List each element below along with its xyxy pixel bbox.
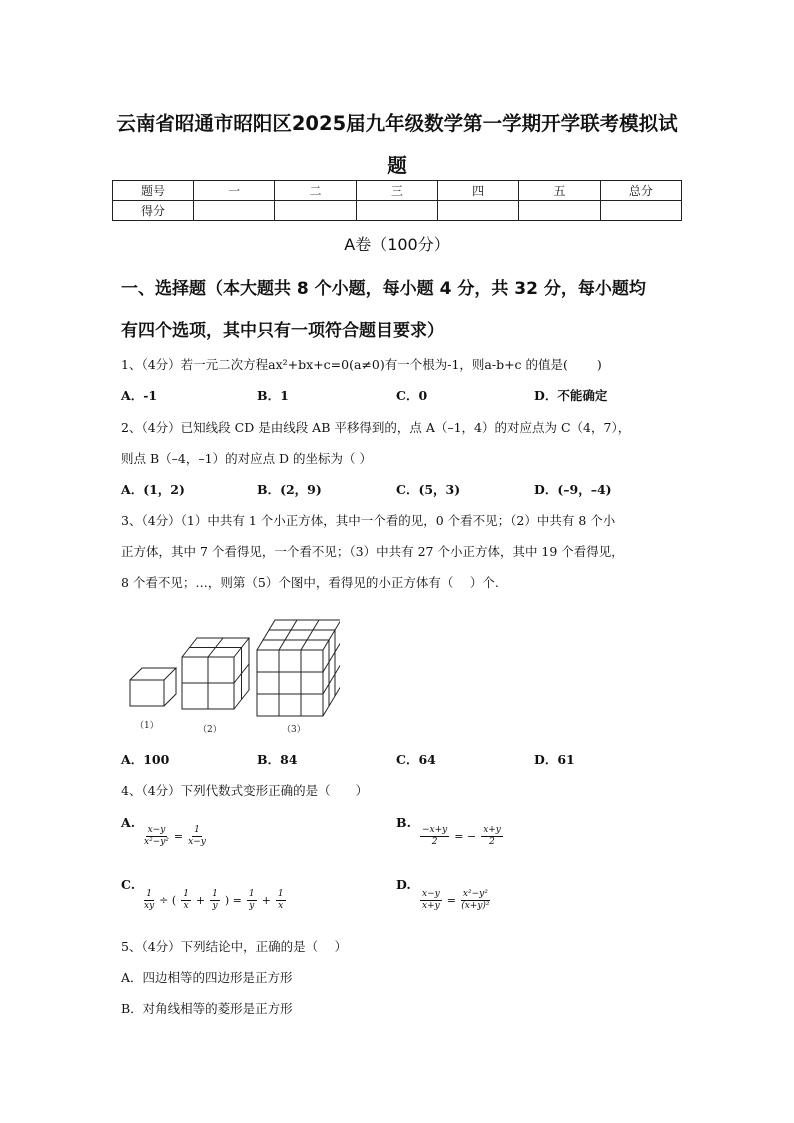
score-cell	[519, 201, 600, 221]
question-1-option-b: B．1	[257, 388, 289, 403]
question-5-option-a: A．四边相等的四边形是正方形	[121, 970, 293, 985]
question-5-option-b: B．对角线相等的菱形是正方形	[121, 1001, 293, 1016]
question-4-option-a-label: A.	[121, 815, 136, 830]
question-4-option-c-expression	[143, 889, 287, 912]
question-2-option-b: B．(2，9)	[257, 482, 322, 497]
fraction-numerator: x−y	[147, 825, 166, 835]
fraction-numerator: 1	[146, 889, 152, 899]
fraction-denominator: xy	[144, 901, 155, 911]
question-2-option-d: D．(–9，–4)	[534, 482, 612, 497]
score-cell	[437, 201, 518, 221]
question-4-option-b-expression	[419, 825, 504, 848]
score-cell: 四	[437, 181, 518, 201]
cube-figure-1	[130, 668, 176, 706]
fraction-numerator: 1	[248, 889, 255, 899]
fraction-numerator: x+y	[483, 825, 501, 835]
fraction-denominator: 2	[431, 837, 438, 847]
question-3-text: 3、（4分）（1）中共有 1 个小正方体，其中一个看的见，0 个看不见；（2）中共有 8 个小	[121, 513, 616, 528]
question-3-text-continued: 正方体，其中 7 个看得见，一个看不见；（3）中共有 27 个小正方体，其中 19 个看得见，	[121, 544, 624, 559]
operator: +	[261, 894, 271, 907]
fraction-denominator: x²−y²	[144, 837, 169, 847]
question-4-option-d-label: D.	[396, 877, 411, 892]
score-cell: 五	[519, 181, 600, 201]
question-1-option-d: D．不能确定	[534, 388, 608, 403]
section-heading: 一、选择题（本大题共 8 个小题，每小题 4 分，共 32 分，每小题均	[121, 279, 646, 299]
question-2-text-continued: 则点 B（–4，–1）的对应点 D 的坐标为（ ）	[121, 451, 373, 466]
operator: +	[195, 894, 206, 907]
section-heading-continued: 有四个选项，其中只有一项符合题目要求）	[121, 321, 444, 341]
fraction-numerator: 1	[212, 889, 218, 899]
fraction-denominator: x+y	[422, 901, 440, 911]
page-title-continued: 题	[387, 154, 407, 177]
score-cell	[194, 201, 275, 221]
question-1-text: 1、（4分）若一元二次方程ax²+bx+c=0(a≠0)有一个根为-1，则a-b+c 的值是( )	[121, 357, 602, 372]
score-cell: 一	[194, 181, 275, 201]
volume-title: A卷（100分）	[344, 235, 450, 254]
score-cell	[356, 201, 437, 221]
question-3-option-c: C．64	[396, 752, 436, 767]
score-table	[112, 180, 682, 221]
page-title: 云南省昭通市昭阳区2025届九年级数学第一学期开学联考模拟试	[116, 112, 678, 135]
fraction-denominator: 2	[489, 837, 495, 847]
score-cell	[600, 201, 681, 221]
fraction-numerator: 1	[277, 889, 284, 899]
question-2-option-a: A．(1，2)	[121, 482, 185, 497]
question-4-option-c-label: C.	[121, 877, 136, 892]
question-2-option-c: C．(5，3)	[396, 482, 461, 497]
score-table-score-row	[113, 201, 682, 221]
question-4-option-a-expression	[143, 825, 207, 848]
question-3-option-a: A．100	[121, 752, 170, 767]
score-cell	[275, 201, 356, 221]
cube-figure-2	[182, 638, 249, 709]
question-5-text: 5、（4分）下列结论中，正确的是（ ）	[121, 939, 348, 954]
question-4-option-b-label: B.	[396, 815, 411, 830]
fraction-numerator: x²−y²	[462, 889, 488, 899]
question-3-option-d: D．61	[534, 752, 575, 767]
fraction-denominator: (x+y)²	[461, 901, 490, 911]
figure-caption-2: （2）	[198, 725, 222, 735]
score-cell: 题号	[113, 181, 194, 201]
cube-figure-3	[257, 620, 340, 716]
fraction-numerator: 1	[194, 825, 200, 835]
question-4-option-d-expression	[419, 889, 491, 912]
question-1-option-c: C．0	[396, 388, 428, 403]
equals-minus-sign: = −	[454, 830, 477, 843]
figure-caption-1: （1）	[135, 721, 159, 731]
fraction-denominator: x	[278, 901, 284, 911]
question-3-text-end: 8 个看不见；…，则第（5）个图中，看得见的小正方体有（ ）个.	[121, 575, 499, 590]
equals-sign: =	[446, 894, 456, 907]
operator: ) =	[224, 894, 242, 907]
score-cell: 二	[275, 181, 356, 201]
fraction-numerator: 1	[183, 889, 189, 899]
score-table-header-row	[113, 181, 682, 201]
operator: ÷ (	[159, 894, 177, 907]
question-1-option-a: A．-1	[121, 388, 158, 403]
equals-sign: =	[173, 830, 184, 843]
score-cell: 得分	[113, 201, 194, 221]
score-cell: 总分	[600, 181, 681, 201]
question-4-text: 4、（4分）下列代数式变形正确的是（ ）	[121, 783, 369, 798]
figure-caption-3: （3）	[282, 725, 306, 735]
fraction-denominator: x−y	[188, 837, 206, 847]
question-3-option-b: B．84	[257, 752, 298, 767]
fraction-denominator: y	[212, 901, 218, 911]
fraction-denominator: x	[183, 901, 189, 911]
fraction-denominator: y	[249, 901, 255, 911]
fraction-numerator: −x+y	[422, 825, 448, 835]
question-2-text: 2、（4分）已知线段 CD 是由线段 AB 平移得到的，点 A（–1，4）的对应点为 C（4，7），	[121, 420, 631, 435]
score-cell: 三	[356, 181, 437, 201]
fraction-numerator: x−y	[422, 889, 440, 899]
